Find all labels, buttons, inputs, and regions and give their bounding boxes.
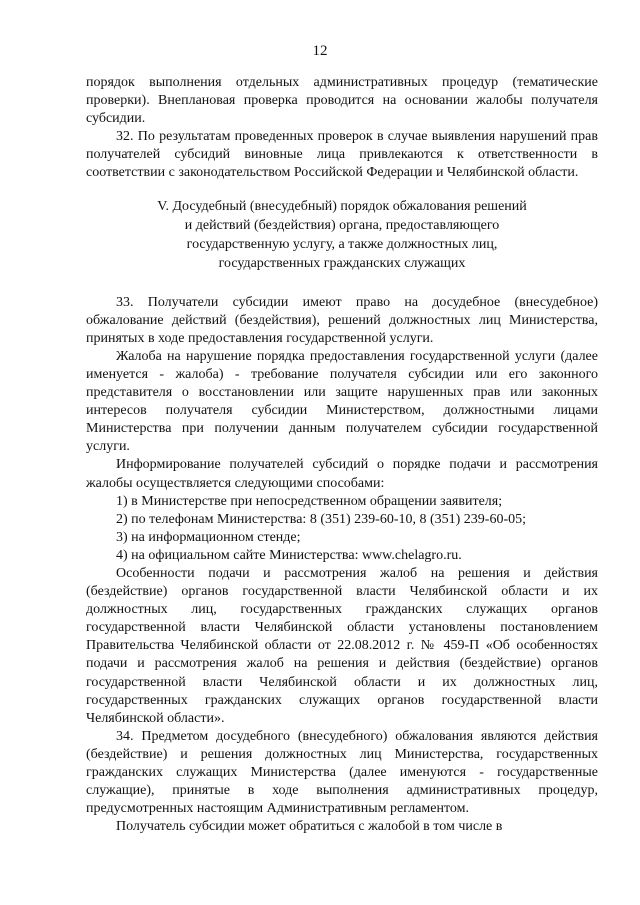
complaint-definition-paragraph: Жалоба на нарушение порядка предоставления государственной услуги (далее именуется - жалоба) - требование получателя субсидии или его законного представителя о восстановлении или защите нарушенных прав или законных интересов получателя субсидии Министерством, должностными лицами Министерства при получении данным получателем субсидии государственной услуги.	[86, 348, 598, 455]
section-heading-line-3: государственную услугу, а также должностных лиц,	[186, 236, 498, 252]
paragraph-item-32: 32. По результатам проведенных проверок в случае выявления нарушений прав получателей субсидий виновные лица привлекаются к ответственности в соответствии с законодательством Российской Федерации и Челябинской области.	[86, 129, 598, 181]
paragraph-item-33: 33. Получатели субсидии имеют право на досудебное (внесудебное) обжалование действий (бездействия), решений должностных лиц Министерства, принятых в ходе предоставления государственной услуги.	[86, 294, 598, 346]
informing-method-3: 3) на информационном стенде;	[116, 529, 301, 545]
informing-method-4: 4) на официальном сайте Министерства: www.chelagro.ru.	[116, 547, 462, 563]
last-paragraph: Получатель субсидии может обратиться с жалобой в том числе в	[116, 819, 503, 835]
section-heading-line-4: государственных гражданских служащих	[218, 255, 466, 271]
informing-method-1: 1) в Министерстве при непосредственном обращении заявителя;	[116, 493, 503, 509]
paragraph-item-34: 34. Предметом досудебного (внесудебного) обжалования являются действия (бездействие) и решения должностных лиц Министерства, государственных гражданских служащих Министерства (далее именуются - государственные служащие), принятые в ходе выполнения административных процедур, предусмотренных настоящим Административным регламентом.	[86, 728, 598, 817]
features-paragraph: Особенности подачи и рассмотрения жалоб на решения и действия (бездействие) органов государственной власти Челябинской области и их должностных лиц, государственных гражданских служащих органов государственной власти Челябинской области установлены постановлением Правительства Челябинской области от 22.08.2012 г. № 459-П «Об особенностях подачи и рассмотрения жалоб на решения и действия (бездействие) органов государственной власти Челябинской области и их должностных лиц, государственных гражданских служащих органов государственной власти Челябинской области».	[86, 565, 598, 726]
section-heading-line-1: V. Досудебный (внесудебный) порядок обжалования решений	[157, 198, 527, 214]
section-heading-line-2: и действий (бездействия) органа, предоставляющего	[184, 217, 500, 233]
informing-method-2: 2) по телефонам Министерства: 8 (351) 239-60-10, 8 (351) 239-60-05;	[116, 511, 527, 527]
informing-intro-paragraph: Информирование получателей субсидий о порядке подачи и рассмотрения жалобы осуществляется следующими способами:	[86, 457, 598, 491]
document-body	[86, 74, 598, 836]
page-number: 12	[312, 43, 328, 59]
section-heading	[86, 197, 598, 273]
continuation-paragraph: порядок выполнения отдельных административных процедур (тематические проверки). Внеплановая проверка проводится на основании жалобы получателя субсидии.	[86, 75, 598, 127]
